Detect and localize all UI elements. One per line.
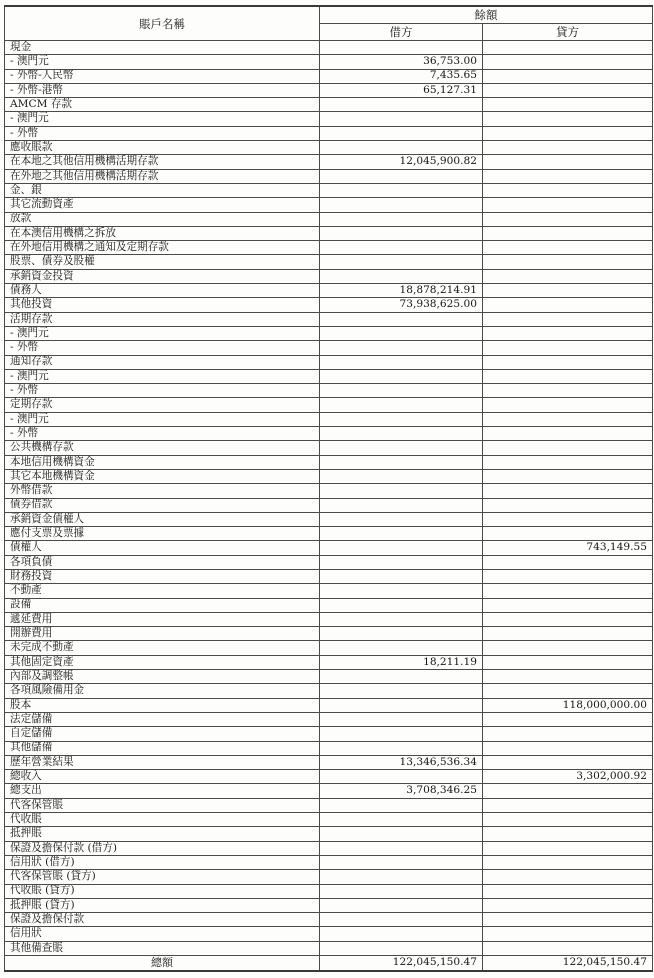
account-name-cell: 內部及調整帳 — [5, 670, 320, 684]
debit-amount-cell — [320, 627, 483, 641]
account-name-cell: 代客保管賬 — [5, 798, 320, 812]
account-name-cell: 其他儲備 — [5, 741, 320, 755]
table-row — [5, 612, 653, 626]
account-name-cell: 現金 — [5, 41, 320, 55]
table-row — [5, 584, 653, 598]
table-row — [5, 226, 653, 240]
table-row — [5, 212, 653, 226]
table-row — [5, 870, 653, 884]
debit-amount-cell: 18,878,214.91 — [320, 284, 483, 298]
account-name-cell: 股本 — [5, 698, 320, 712]
table-row — [5, 712, 653, 726]
credit-amount-cell — [483, 298, 653, 312]
account-name-cell: 歷年營業結果 — [5, 755, 320, 769]
credit-amount-cell — [483, 226, 653, 240]
debit-amount-cell — [320, 141, 483, 155]
credit-amount-cell — [483, 670, 653, 684]
debit-amount-cell — [320, 813, 483, 827]
table-row — [5, 126, 653, 140]
credit-amount-cell — [483, 284, 653, 298]
account-name-cell: - 外幣 — [5, 427, 320, 441]
account-name-cell: - 澳門元 — [5, 55, 320, 69]
table-row — [5, 141, 653, 155]
credit-amount-cell — [483, 269, 653, 283]
debit-amount-cell — [320, 927, 483, 941]
table-row — [5, 569, 653, 583]
debit-amount-cell — [320, 612, 483, 626]
table-row — [5, 484, 653, 498]
table-row — [5, 784, 653, 798]
credit-amount-cell — [483, 183, 653, 197]
account-name-cell: 本地信用機構資金 — [5, 455, 320, 469]
account-name-cell: 代客保管賬 (貸方) — [5, 870, 320, 884]
total-debit-cell: 122,045,150.47 — [320, 956, 483, 971]
debit-amount-cell — [320, 684, 483, 698]
account-name-cell: - 外幣 — [5, 341, 320, 355]
debit-amount-cell — [320, 541, 483, 555]
debit-amount-cell — [320, 727, 483, 741]
debit-amount-cell: 3,708,346.25 — [320, 784, 483, 798]
account-name-cell: 其它本地機構資金 — [5, 469, 320, 483]
account-name-cell: 債券借款 — [5, 498, 320, 512]
account-name-cell: 承銷資金債權人 — [5, 512, 320, 526]
table-row — [5, 555, 653, 569]
table-row — [5, 112, 653, 126]
credit-amount-cell — [483, 712, 653, 726]
debit-amount-cell — [320, 212, 483, 226]
credit-amount-cell — [483, 941, 653, 955]
trial-balance-table — [4, 5, 653, 972]
credit-amount-cell — [483, 169, 653, 183]
credit-amount-cell — [483, 55, 653, 69]
account-name-cell: 在本地之其他信用機構活期存款 — [5, 155, 320, 169]
credit-amount-cell — [483, 69, 653, 83]
table-row — [5, 269, 653, 283]
credit-amount-cell — [483, 112, 653, 126]
credit-amount-cell — [483, 655, 653, 669]
account-name-cell: 在外地之其他信用機構活期存款 — [5, 169, 320, 183]
table-row — [5, 183, 653, 197]
account-name-cell: - 澳門元 — [5, 112, 320, 126]
credit-amount-cell — [483, 612, 653, 626]
table-row — [5, 284, 653, 298]
credit-amount-cell — [483, 784, 653, 798]
account-name-cell: 法定儲備 — [5, 712, 320, 726]
credit-amount-cell — [483, 870, 653, 884]
credit-amount-cell — [483, 441, 653, 455]
account-name-cell: 抵押賬 (貸方) — [5, 898, 320, 912]
credit-amount-cell — [483, 484, 653, 498]
debit-amount-cell — [320, 169, 483, 183]
credit-amount-cell — [483, 584, 653, 598]
table-row — [5, 169, 653, 183]
credit-amount-cell — [483, 913, 653, 927]
credit-amount-cell — [483, 512, 653, 526]
account-name-cell: 債務人 — [5, 284, 320, 298]
table-row — [5, 298, 653, 312]
account-name-cell: 外幣借款 — [5, 484, 320, 498]
debit-amount-cell — [320, 398, 483, 412]
credit-amount-cell: 118,000,000.00 — [483, 698, 653, 712]
table-row — [5, 727, 653, 741]
debit-amount-cell — [320, 498, 483, 512]
table-row — [5, 398, 653, 412]
account-name-cell: 未完成不動產 — [5, 641, 320, 655]
column-header-credit: 貸方 — [483, 24, 653, 41]
table-body — [5, 41, 653, 956]
account-name-cell: 應收賬款 — [5, 141, 320, 155]
credit-amount-cell — [483, 555, 653, 569]
debit-amount-cell — [320, 98, 483, 112]
table-row — [5, 798, 653, 812]
credit-amount-cell — [483, 212, 653, 226]
credit-amount-cell — [483, 412, 653, 426]
debit-amount-cell — [320, 841, 483, 855]
account-name-cell: 保證及擔保付款 (借方) — [5, 841, 320, 855]
table-row — [5, 913, 653, 927]
debit-amount-cell — [320, 884, 483, 898]
debit-amount-cell — [320, 255, 483, 269]
credit-amount-cell — [483, 455, 653, 469]
debit-amount-cell: 18,211.19 — [320, 655, 483, 669]
header-row-1 — [5, 6, 653, 24]
table-row — [5, 41, 653, 55]
debit-amount-cell: 65,127.31 — [320, 83, 483, 97]
table-row — [5, 326, 653, 340]
debit-amount-cell — [320, 798, 483, 812]
account-name-cell: - 外幣-人民幣 — [5, 69, 320, 83]
table-row — [5, 527, 653, 541]
debit-amount-cell: 13,346,536.34 — [320, 755, 483, 769]
credit-amount-cell — [483, 198, 653, 212]
column-header-account-name: 賬戶名稱 — [5, 6, 320, 41]
credit-amount-cell — [483, 727, 653, 741]
table-row — [5, 341, 653, 355]
table-row — [5, 927, 653, 941]
debit-amount-cell — [320, 126, 483, 140]
credit-amount-cell — [483, 398, 653, 412]
debit-amount-cell — [320, 641, 483, 655]
debit-amount-cell — [320, 484, 483, 498]
table-row — [5, 355, 653, 369]
debit-amount-cell — [320, 341, 483, 355]
account-name-cell: 金、銀 — [5, 183, 320, 197]
table-row — [5, 512, 653, 526]
debit-amount-cell — [320, 355, 483, 369]
account-name-cell: 保證及擔保付款 — [5, 913, 320, 927]
table-row — [5, 855, 653, 869]
account-name-cell: 承銷資金投資 — [5, 269, 320, 283]
account-name-cell: - 外幣-港幣 — [5, 83, 320, 97]
total-credit-cell: 122,045,150.47 — [483, 956, 653, 971]
credit-amount-cell — [483, 469, 653, 483]
credit-amount-cell: 3,302,000.92 — [483, 770, 653, 784]
credit-amount-cell — [483, 126, 653, 140]
debit-amount-cell — [320, 698, 483, 712]
debit-amount-cell — [320, 41, 483, 55]
table-row — [5, 684, 653, 698]
debit-amount-cell — [320, 770, 483, 784]
table-row — [5, 369, 653, 383]
credit-amount-cell — [483, 241, 653, 255]
table-row — [5, 884, 653, 898]
debit-amount-cell — [320, 827, 483, 841]
table-row — [5, 241, 653, 255]
credit-amount-cell — [483, 527, 653, 541]
debit-amount-cell — [320, 870, 483, 884]
debit-amount-cell — [320, 241, 483, 255]
credit-amount-cell — [483, 884, 653, 898]
column-header-debit: 借方 — [320, 24, 483, 41]
account-name-cell: 各項風險備用金 — [5, 684, 320, 698]
debit-amount-cell — [320, 112, 483, 126]
table-row — [5, 755, 653, 769]
debit-amount-cell — [320, 183, 483, 197]
credit-amount-cell — [483, 841, 653, 855]
credit-amount-cell — [483, 155, 653, 169]
debit-amount-cell — [320, 584, 483, 598]
table-row — [5, 941, 653, 955]
table-row — [5, 155, 653, 169]
account-name-cell: 代收賬 (貸方) — [5, 884, 320, 898]
total-row — [5, 956, 653, 971]
table-row — [5, 598, 653, 612]
table-row — [5, 384, 653, 398]
debit-amount-cell — [320, 312, 483, 326]
account-name-cell: - 澳門元 — [5, 369, 320, 383]
column-header-balance: 餘額 — [320, 6, 653, 24]
debit-amount-cell — [320, 384, 483, 398]
table-row — [5, 83, 653, 97]
credit-amount-cell — [483, 813, 653, 827]
table-row — [5, 841, 653, 855]
account-name-cell: 抵押賬 — [5, 827, 320, 841]
debit-amount-cell — [320, 412, 483, 426]
account-name-cell: 代收賬 — [5, 813, 320, 827]
table-row — [5, 827, 653, 841]
credit-amount-cell — [483, 355, 653, 369]
account-name-cell: 公共機構存款 — [5, 441, 320, 455]
debit-amount-cell: 36,753.00 — [320, 55, 483, 69]
account-name-cell: 信用狀 (借方) — [5, 855, 320, 869]
debit-amount-cell — [320, 855, 483, 869]
account-name-cell: 自定儲備 — [5, 727, 320, 741]
table-row — [5, 255, 653, 269]
credit-amount-cell — [483, 384, 653, 398]
debit-amount-cell — [320, 455, 483, 469]
debit-amount-cell — [320, 512, 483, 526]
account-name-cell: 信用狀 — [5, 927, 320, 941]
table-row — [5, 898, 653, 912]
credit-amount-cell — [483, 598, 653, 612]
debit-amount-cell — [320, 598, 483, 612]
credit-amount-cell — [483, 741, 653, 755]
debit-amount-cell — [320, 326, 483, 340]
credit-amount-cell — [483, 755, 653, 769]
account-name-cell: 其它流動資產 — [5, 198, 320, 212]
table-row — [5, 770, 653, 784]
debit-amount-cell: 12,045,900.82 — [320, 155, 483, 169]
account-name-cell: 活期存款 — [5, 312, 320, 326]
credit-amount-cell — [483, 326, 653, 340]
debit-amount-cell — [320, 555, 483, 569]
credit-amount-cell — [483, 927, 653, 941]
account-name-cell: 在外地信用機構之通知及定期存款 — [5, 241, 320, 255]
credit-amount-cell — [483, 369, 653, 383]
account-name-cell: 其他固定資產 — [5, 655, 320, 669]
table-row — [5, 670, 653, 684]
credit-amount-cell — [483, 98, 653, 112]
account-name-cell: 通知存款 — [5, 355, 320, 369]
debit-amount-cell — [320, 712, 483, 726]
table-row — [5, 69, 653, 83]
table-row — [5, 441, 653, 455]
credit-amount-cell — [483, 41, 653, 55]
account-name-cell: - 外幣 — [5, 384, 320, 398]
account-name-cell: 財務投資 — [5, 569, 320, 583]
credit-amount-cell — [483, 569, 653, 583]
credit-amount-cell — [483, 827, 653, 841]
account-name-cell: 設備 — [5, 598, 320, 612]
debit-amount-cell — [320, 941, 483, 955]
debit-amount-cell — [320, 569, 483, 583]
debit-amount-cell — [320, 226, 483, 240]
table-row — [5, 412, 653, 426]
debit-amount-cell: 7,435.65 — [320, 69, 483, 83]
account-name-cell: 開辦費用 — [5, 627, 320, 641]
credit-amount-cell — [483, 855, 653, 869]
table-row — [5, 312, 653, 326]
credit-amount-cell — [483, 627, 653, 641]
credit-amount-cell — [483, 798, 653, 812]
credit-amount-cell — [483, 83, 653, 97]
debit-amount-cell — [320, 369, 483, 383]
credit-amount-cell: 743,149.55 — [483, 541, 653, 555]
table-row — [5, 469, 653, 483]
account-name-cell: 其他備查賬 — [5, 941, 320, 955]
credit-amount-cell — [483, 341, 653, 355]
account-name-cell: 在本澳信用機構之拆放 — [5, 226, 320, 240]
debit-amount-cell — [320, 527, 483, 541]
table-row — [5, 427, 653, 441]
debit-amount-cell: 73,938,625.00 — [320, 298, 483, 312]
table-row — [5, 813, 653, 827]
table-row — [5, 541, 653, 555]
account-name-cell: 應付支票及票據 — [5, 527, 320, 541]
debit-amount-cell — [320, 670, 483, 684]
account-name-cell: 不動產 — [5, 584, 320, 598]
credit-amount-cell — [483, 255, 653, 269]
credit-amount-cell — [483, 898, 653, 912]
account-name-cell: 債權人 — [5, 541, 320, 555]
table-row — [5, 741, 653, 755]
table-row — [5, 655, 653, 669]
account-name-cell: 定期存款 — [5, 398, 320, 412]
account-name-cell: 放款 — [5, 212, 320, 226]
account-name-cell: 總支出 — [5, 784, 320, 798]
credit-amount-cell — [483, 684, 653, 698]
account-name-cell: 股票、債券及股權 — [5, 255, 320, 269]
account-name-cell: 其他投資 — [5, 298, 320, 312]
credit-amount-cell — [483, 427, 653, 441]
debit-amount-cell — [320, 269, 483, 283]
account-name-cell: AMCM 存款 — [5, 98, 320, 112]
debit-amount-cell — [320, 469, 483, 483]
account-name-cell: 遞延費用 — [5, 612, 320, 626]
table-row — [5, 641, 653, 655]
debit-amount-cell — [320, 441, 483, 455]
account-name-cell: 各項負債 — [5, 555, 320, 569]
debit-amount-cell — [320, 198, 483, 212]
table-row — [5, 627, 653, 641]
table-row — [5, 55, 653, 69]
credit-amount-cell — [483, 498, 653, 512]
total-label: 總額 — [5, 956, 320, 971]
account-name-cell: - 澳門元 — [5, 412, 320, 426]
table-row — [5, 698, 653, 712]
credit-amount-cell — [483, 141, 653, 155]
table-row — [5, 498, 653, 512]
table-row — [5, 455, 653, 469]
account-name-cell: 總收入 — [5, 770, 320, 784]
debit-amount-cell — [320, 898, 483, 912]
debit-amount-cell — [320, 913, 483, 927]
account-name-cell: - 外幣 — [5, 126, 320, 140]
account-name-cell: - 澳門元 — [5, 326, 320, 340]
table-row — [5, 198, 653, 212]
credit-amount-cell — [483, 641, 653, 655]
table-row — [5, 98, 653, 112]
credit-amount-cell — [483, 312, 653, 326]
debit-amount-cell — [320, 427, 483, 441]
debit-amount-cell — [320, 741, 483, 755]
